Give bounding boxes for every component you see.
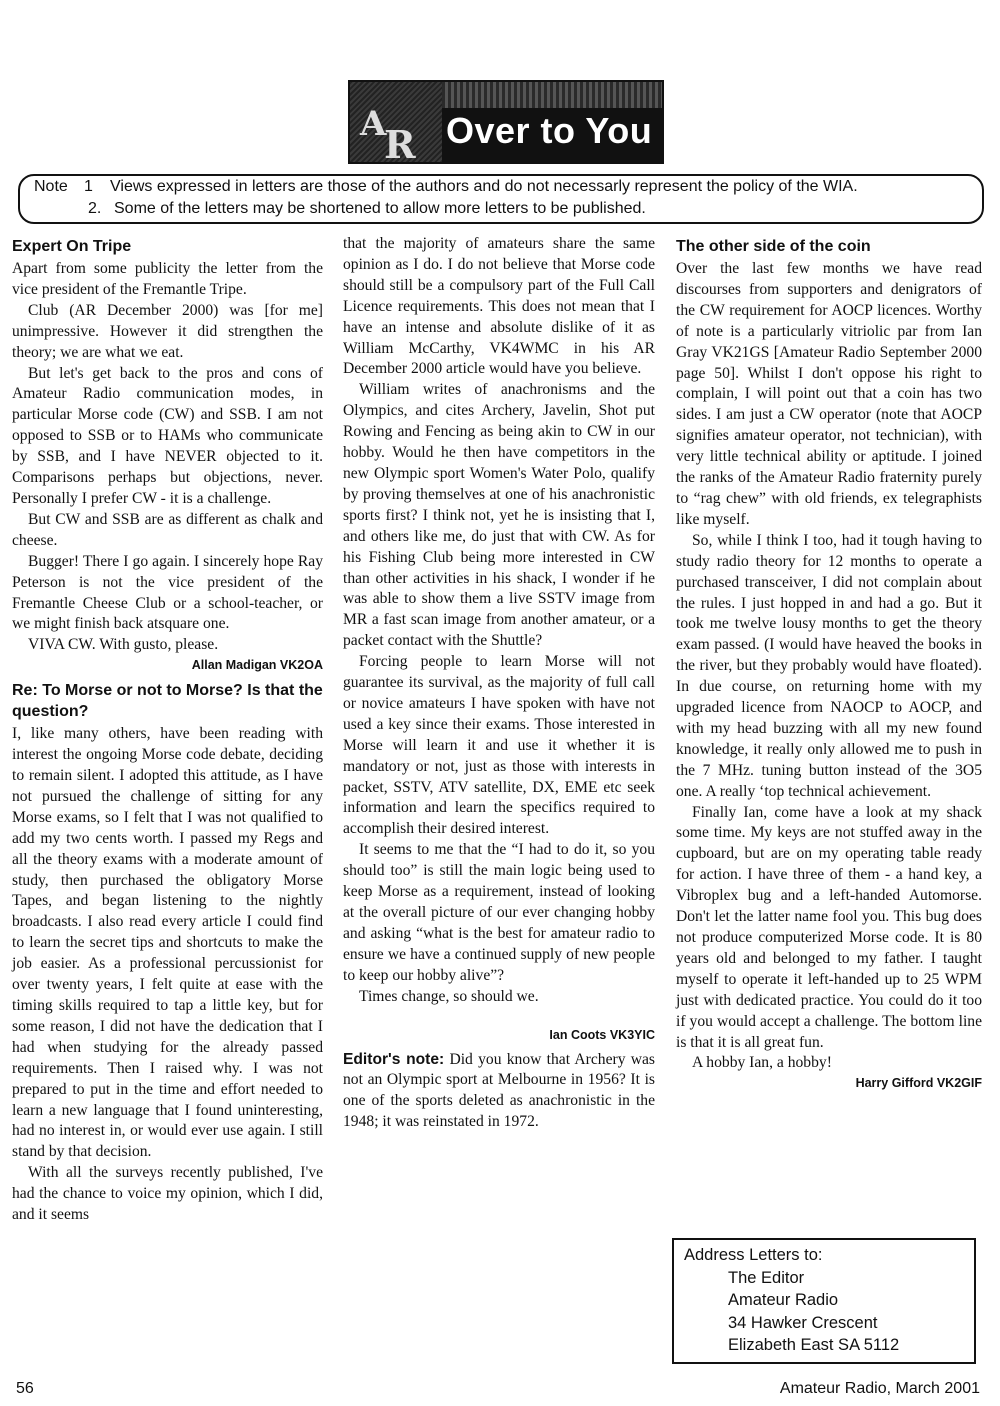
paragraph: I, like many others, have been reading with interest the ongoing Morse code debate, deciding to remain silent. I adopted this attitude, as I have not pursued the challenge of sitting for any Morse exams, so I felt that I was not qualified to add my two cents worth. I passed my Regs and all the theory exams with a moderate amount of study, then purchased the obligatory Morse Tapes, and began listening to the nightly broadcasts. I also read every article I could find to learn the secret tips and shortcuts to make the job easier. As a professional percussionist for over twenty years, I felt quite at ease with the timing skills required to tap a little key, but for some reason, I did not have the dedication that I had when studying for the already passed requirements. Then I raised why. I was not prepared to put in the time and effort needed to learn a new language that I found uninteresting, had no interest in, or would ever use again. I still stand by that decision. bbox=[12, 725, 323, 1161]
note-number: 1 bbox=[84, 178, 93, 195]
note-item-1 bbox=[34, 178, 858, 196]
letter-title-tripe: Expert On Tripe bbox=[12, 238, 132, 255]
note-text: Some of the letters may be shortened to allow more letters to be published. bbox=[114, 200, 646, 217]
address-box bbox=[672, 1238, 976, 1364]
paragraph: A hobby Ian, a hobby! bbox=[692, 1054, 832, 1072]
editor-note-text: Did you know that Archery was not an Olympic sport at Melbourne in 1956? It is one of the sports deleted as anachronistic in the 1948; it was reinstated in 1972. bbox=[343, 1050, 655, 1131]
paragraph: It seems to me that the “I had to do it, so you should too” is still the main logic being used to keep Morse as a requirement, instead of looking at the overall picture of our ever changing hobby and asking “what is the best for amateur radio to ensure we have a continued supply of new people to keep our hobby alive”? bbox=[343, 841, 655, 984]
letter-signature: Ian Coots VK3YIC bbox=[549, 1027, 655, 1042]
paragraph: Apart from some publicity the letter from the vice president of the Fremantle Tripe. bbox=[12, 260, 323, 298]
editor-note-label: Editor's note: bbox=[343, 1050, 445, 1068]
paragraph: Club (AR December 2000) was [for me] unimpressive. However it did strengthen the theory; we are what we eat. bbox=[12, 301, 323, 361]
page-number: 56 bbox=[16, 1380, 34, 1397]
ar-logo bbox=[350, 82, 442, 167]
logo-letter-r: R bbox=[384, 122, 416, 167]
note-label: Note bbox=[34, 178, 68, 195]
address-line: Elizabeth East SA 5112 bbox=[728, 1336, 900, 1354]
editor-note bbox=[343, 1050, 655, 1134]
paragraph: With all the surveys recently published, I've had the chance to voice my opinion, which I did, and it seems bbox=[12, 1164, 323, 1224]
address-line: Amateur Radio bbox=[728, 1291, 839, 1309]
letter-signature: Harry Gifford VK2GIF bbox=[855, 1076, 982, 1091]
paragraph: Over the last few months we have read discourses from supporters and denigrators of the CW requirement for AOCP licences. Worthy of note is a particularly vitriolic par from Ian Gray VK21GS [Amateur Radio September 2000 page 50]. Whilst I don't oppose his right to complain, I will point out that a coin has two sides. I am just a CW operator (note that AOCP signifies amateur operator, not technician), with very little technical ability or aptitude. I joined the ranks of the Amateur Radio fraternity purely to “rag chew” with old friends, ex telegraphists like myself. bbox=[676, 260, 982, 528]
publication-info: Amateur Radio, March 2001 bbox=[779, 1380, 980, 1397]
paragraph: Finally Ian, come have a look at my shack some time. My keys are not stuffed away in the cupboard, but are on my operating table ready for action. I have three of them - a hand key, a Vibroplex bug and a left-handed Automorse. Don't let the latter name fool you. This bug does not produce computerized Morse code. It is 80 years old and belonged to my father. I taught myself to operate it left-handed up to 25 WPM just with dedicated practice. You could do it too if you would accept a challenge. The bottom line is that it is all great fun. bbox=[676, 803, 982, 1051]
paragraph: But CW and SSB are as different as chalk and cheese. bbox=[12, 510, 323, 549]
address-heading: Address Letters to: bbox=[684, 1246, 823, 1264]
section-title: Over to You bbox=[446, 110, 653, 151]
logo-letter-a: A bbox=[360, 104, 387, 144]
paragraph: So, while I think I too, had it tough having to study radio theory for 12 months to operate a purchased transceiver, I did not complain about the rules. I just hopped in and had a go. But it took me twelve lousy months to get the theory exam passed. (I would have heaved the books in the river, but they probably would have floated). In due course, on returning home with my upgraded licence from NAOCP to AOCP, and with my head buzzing with all my new found knowledge, it really only allowed me to push in the 7 MHz. tuning button instead of the 3O5 one. A really ‘top technical achievement. bbox=[676, 531, 982, 800]
editorial-note-box bbox=[18, 174, 984, 224]
column-3 bbox=[676, 234, 982, 1098]
letter-signature: Allan Madigan VK2OA bbox=[191, 658, 323, 673]
note-text: Views expressed in letters are those of the authors and do not necessarly represent the policy of the WIA. bbox=[110, 178, 858, 195]
banner-shading bbox=[442, 82, 662, 108]
letter-title-morse: Re: To Morse or not to Morse? Is that the question? bbox=[12, 682, 323, 721]
paragraph: But let's get back to the pros and cons of Amateur Radio communication modes, in particular Morse code (CW) and SSB. I am not opposed to SSB or to HAMs who communicate by SSB, and I have NEVER objected to it. Comparisons perhaps but objections, never. Personally I prefer CW - it is a challenge. bbox=[12, 364, 323, 507]
column-2 bbox=[343, 234, 655, 1133]
column-1 bbox=[12, 234, 323, 1226]
paragraph: Bugger! There I go again. I sincerely hope Ray Peterson is not the vice president of the Fremantle Cheese Club or a school-teacher, or we might finish back atsquare one. bbox=[12, 552, 323, 633]
paragraph: VIVA CW. With gusto, please. bbox=[28, 636, 219, 654]
letter-title-coin: The other side of the coin bbox=[676, 238, 871, 255]
note-number: 2. bbox=[88, 200, 102, 217]
note-item-2 bbox=[88, 200, 646, 218]
paragraph: William writes of anachronisms and the Olympics, and cites Archery, Javelin, Shot put Rowing and Fencing as being akin to CW in our hobby. Would he then have competitors in the new Olympic sport Women's Water Polo, qualify by proving themselves at one of his anachronistic sports first? I think not, yet he is insisting that I, and others like me, do just that with CW. As for his Fishing Club being more interested in CW than other activities in his shack, I wonder if he was able to show them a live SSTV image from MR a fast scan image from another amateur, or a packet contact with the Shuttle? bbox=[343, 381, 655, 650]
paragraph: that the majority of amateurs share the same opinion as I do. I do not believe that Morse code should still be a compulsory part of the Full Call Licence requirements. This does not mean that I have an intense and absolute dislike of it as William McCarthy, VK4WMC in his AR December 2000 article would have you believe. bbox=[343, 235, 655, 378]
address-line: The Editor bbox=[728, 1268, 805, 1287]
paragraph: Forcing people to learn Morse will not guarantee its survival, as the majority of full call or novice amateurs I have spoken with have not used a key since their exams. Those interested in Morse will learn it and use it whether it is mandatory or not, just as those with interests in packet, SSTV, ATV satellite, DX, EME etc seek information and learn the specifics required to accomplish their desired interest. bbox=[343, 653, 655, 838]
address-line: 34 Hawker Crescent bbox=[728, 1313, 878, 1332]
paragraph: Times change, so should we. bbox=[359, 987, 539, 1005]
section-banner bbox=[348, 80, 664, 167]
